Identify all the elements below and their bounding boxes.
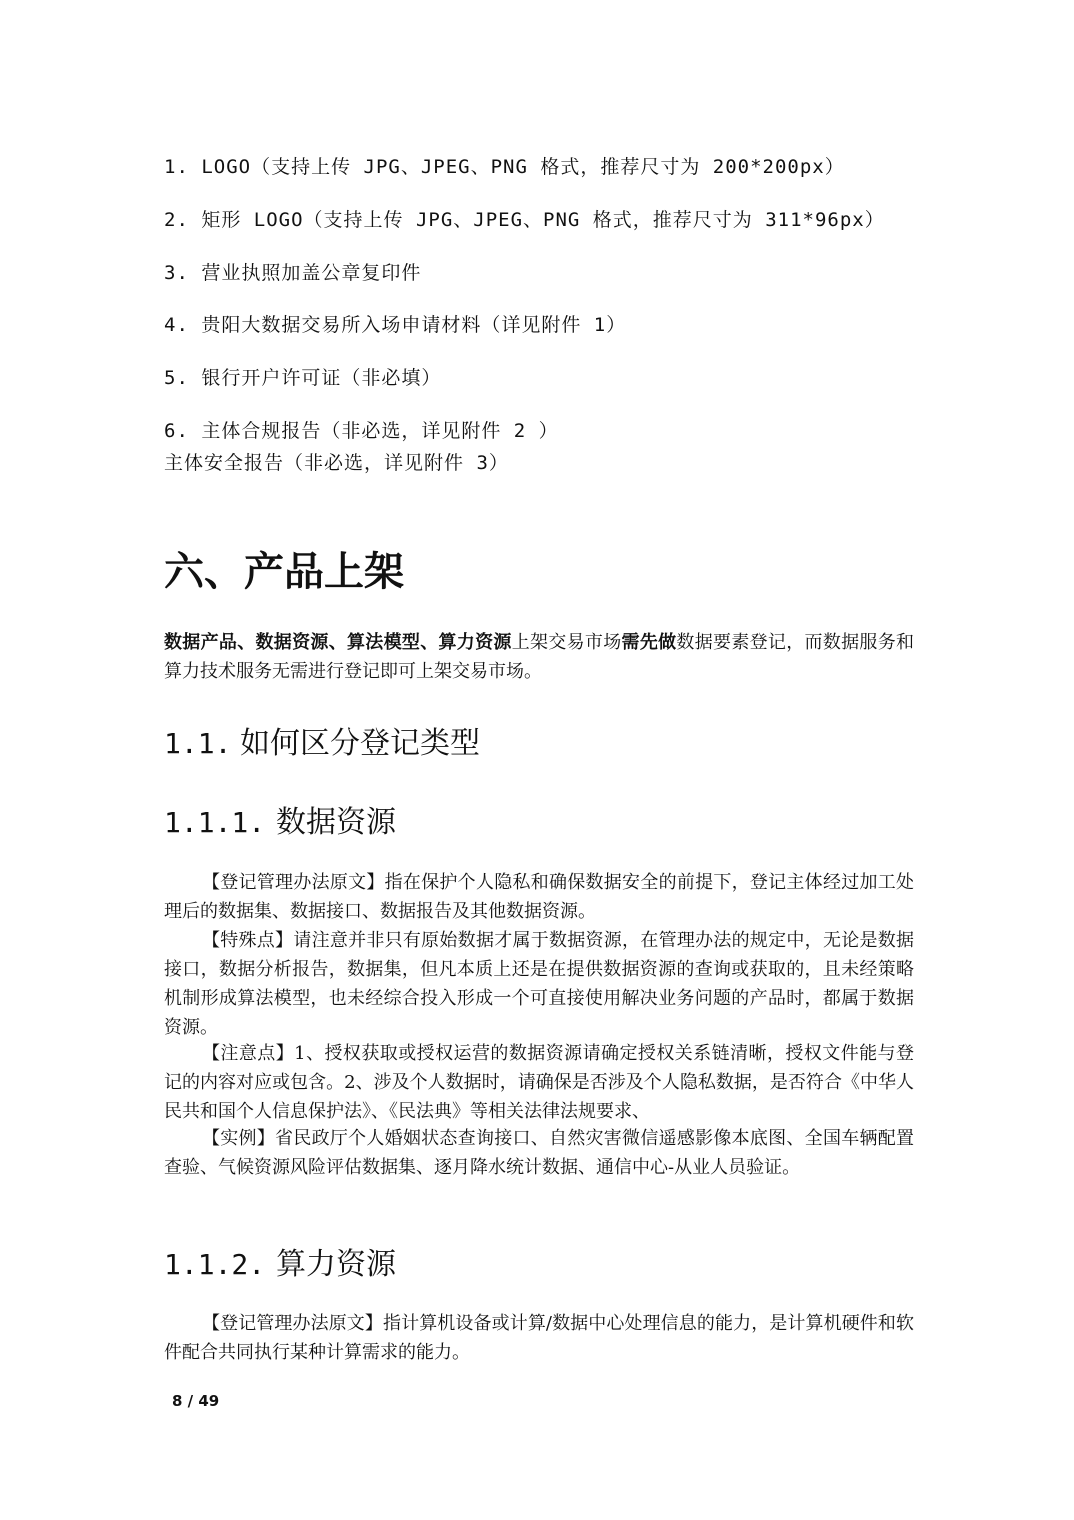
- intro-text: 上架交易市场: [511, 632, 622, 653]
- page-number: 8 / 49: [172, 1392, 220, 1410]
- heading-number: 1.1.1.: [164, 806, 266, 839]
- heading-title: 数据资源: [276, 805, 396, 840]
- subsubsection-heading: [164, 1239, 396, 1283]
- paragraph: 【特殊点】请注意并非只有原始数据才属于数据资源，在管理办法的规定中，无论是数据接口，数据分析报告，数据集，但凡本质上还是在提供数据资源的查询或获取的，且未经策略机制形成算法模型，也未经综合投入形成一个可直接使用解决业务问题的产品时，都属于数据资源。: [164, 930, 914, 1038]
- list-item: 4. 贵阳大数据交易所入场申请材料（详见附件 1）: [164, 314, 627, 336]
- list-item-continuation: 主体安全报告（非必选，详见附件 3）: [164, 452, 509, 474]
- section-heading: 六、产品上架: [164, 549, 404, 595]
- section-intro: [164, 628, 914, 686]
- list-item: 1. LOGO（支持上传 JPG、JPEG、PNG 格式，推荐尺寸为 200*200px）: [164, 156, 845, 178]
- list-item: 5. 银行开户许可证（非必填）: [164, 367, 442, 389]
- heading-number: 1.1.2.: [164, 1248, 266, 1281]
- intro-bold-categories: 数据产品、数据资源、算法模型、算力资源: [164, 632, 512, 653]
- intro-text: 数据要素登记，而数据服务和算力技术服务无需进行登记即可上架交易市场。: [164, 632, 915, 682]
- heading-title: 如何区分登记类型: [240, 726, 480, 761]
- subsection-heading: [164, 718, 480, 762]
- paragraph: 【登记管理办法原文】指计算机设备或计算/数据中心处理信息的能力，是计算机硬件和软件配合共同执行某种计算需求的能力。: [164, 1313, 914, 1363]
- subsubsection-heading: [164, 797, 396, 841]
- heading-number: 1.1.: [164, 727, 232, 760]
- heading-title: 算力资源: [276, 1247, 396, 1282]
- paragraph: 【登记管理办法原文】指在保护个人隐私和确保数据安全的前提下，登记主体经过加工处理后的数据集、数据接口、数据报告及其他数据资源。: [164, 872, 914, 922]
- list-item: 6. 主体合规报告（非必选，详见附件 2 ）: [164, 420, 559, 442]
- intro-bold-required: 需先做: [621, 632, 677, 653]
- list-item: 2. 矩形 LOGO（支持上传 JPG、JPEG、PNG 格式，推荐尺寸为 311*96px）: [164, 209, 885, 231]
- paragraph: 【注意点】1、授权获取或授权运营的数据资源请确定授权关系链清晰，授权文件能与登记的内容对应或包含。2、涉及个人数据时，请确保是否涉及个人隐私数据，是否符合《中华人民共和国个人信息保护法》、《民法典》等相关法律法规要求、: [164, 1043, 914, 1122]
- paragraph: 【实例】省民政厅个人婚姻状态查询接口、自然灾害微信遥感影像本底图、全国车辆配置查验、气候资源风险评估数据集、逐月降水统计数据、通信中心-从业人员验证。: [164, 1128, 914, 1178]
- list-item: 3. 营业执照加盖公章复印件: [164, 262, 422, 284]
